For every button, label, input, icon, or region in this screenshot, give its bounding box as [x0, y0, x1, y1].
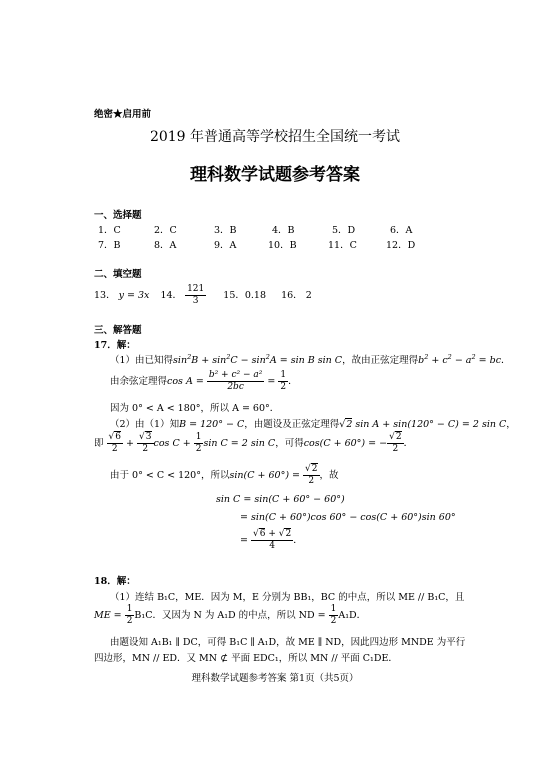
- q17-eq1: sin C = sin(C + 60° − 60°): [216, 494, 345, 505]
- q18-line4: 四边形，MN // ED．又 MN ⊄ 平面 EDC₁，所以 MN // 平面 C₁DE．: [94, 653, 398, 664]
- answer-3: 3．B: [214, 225, 237, 236]
- answer-2: 2．C: [154, 225, 177, 236]
- q16-answer: 2: [305, 290, 312, 301]
- q18-label: 18．解：: [94, 576, 136, 587]
- q18-line3: 由题设知 A₁B₁ ∥ DC，可得 B₁C ∥ A₁D，故 ME ∥ ND，因此四边形 MNDE 为平行: [110, 637, 466, 648]
- secret-label: 绝密★启用前: [94, 109, 152, 120]
- q17-angle-a: 因为 0° < A < 180°，所以 A = 60°．: [110, 403, 280, 414]
- q14-fraction: $\frac{121}{3}$: [187, 284, 205, 306]
- q17-label: 17．解：: [94, 340, 136, 351]
- q17-eq3: = $\frac{√6 + √2}{4}$ ．: [240, 529, 303, 551]
- q17-eq2: = sin(C + 60°)cos 60° − cos(C + 60°)sin 60°: [240, 512, 456, 523]
- section3-heading: 三、解答题: [94, 325, 142, 336]
- q16-label: 16．: [281, 290, 303, 301]
- q18-line1: （1）连结 B₁C，ME．因为 M，E 分别为 BB₁，BC 的中点，所以 ME // B₁C，且: [110, 592, 465, 603]
- q17-range-line: 由于 0° < C < 120°，所以sin(C + 60°) = $\frac{√2}{2}$ ，故: [110, 464, 339, 486]
- answer-11: 11．C: [328, 240, 357, 251]
- answer-4: 4．B: [272, 225, 295, 236]
- answer-10: 10．B: [268, 240, 297, 251]
- answer-7: 7．B: [98, 240, 121, 251]
- exam-title: 2019 年普通高等学校招生全国统一考试: [149, 129, 401, 145]
- section2-heading: 二、填空题: [94, 269, 142, 280]
- fill-blank-answers: [94, 284, 312, 306]
- q13-label: 13．: [94, 290, 116, 301]
- answer-9: 9．A: [214, 240, 237, 251]
- subject-title: 理科数学试题参考答案: [190, 165, 360, 185]
- q17-part1-line: （1）由已知得$\sin^2B + \sin^2C - \sin^2A = \sin B$ sin C，故由正弦定理得$b^2 + c^2 - a^2$ = bc．: [110, 352, 511, 366]
- q13-answer: y = 3x: [118, 290, 150, 301]
- q17-law-of-cos: 由余弦定理得cos A = $\frac{\text{b² + c² − a²}}{2bc}$ = $\frac{1}{2}$ ．: [110, 370, 298, 392]
- q15-answer: 15．0.18: [223, 290, 267, 301]
- q17-equation-line: 即 $\frac{√6}{2}$ + $\frac{√3}{2}$ cos C + $\frac{1}{2}$ sin C = 2 sin C，可得cos(C + 60°) = − $\frac{√2}{2}$ ．: [94, 432, 414, 454]
- answer-5: 5．D: [332, 225, 356, 236]
- q14-label: 14．: [160, 290, 183, 301]
- answer-6: 6．A: [390, 225, 413, 236]
- q18-line2: ME = $\frac{1}{2}$ B₁C．又因为 N 为 A₁D 的中点，所以 ND = $\frac{1}{2}$ A₁D．: [94, 604, 367, 626]
- answer-8: 8．A: [154, 240, 177, 251]
- page-footer: 理科数学试题参考答案 第1页（共5页）: [191, 673, 359, 684]
- answer-12: 12．D: [386, 240, 416, 251]
- section1-heading: 一、选择题: [94, 210, 142, 221]
- q17-part2-line: （2）由（1）知B = 120° − C，由题设及正弦定理得√2 sin A + sin(120° − C) = 2 sin C，: [110, 419, 516, 430]
- answer-1: 1．C: [98, 225, 121, 236]
